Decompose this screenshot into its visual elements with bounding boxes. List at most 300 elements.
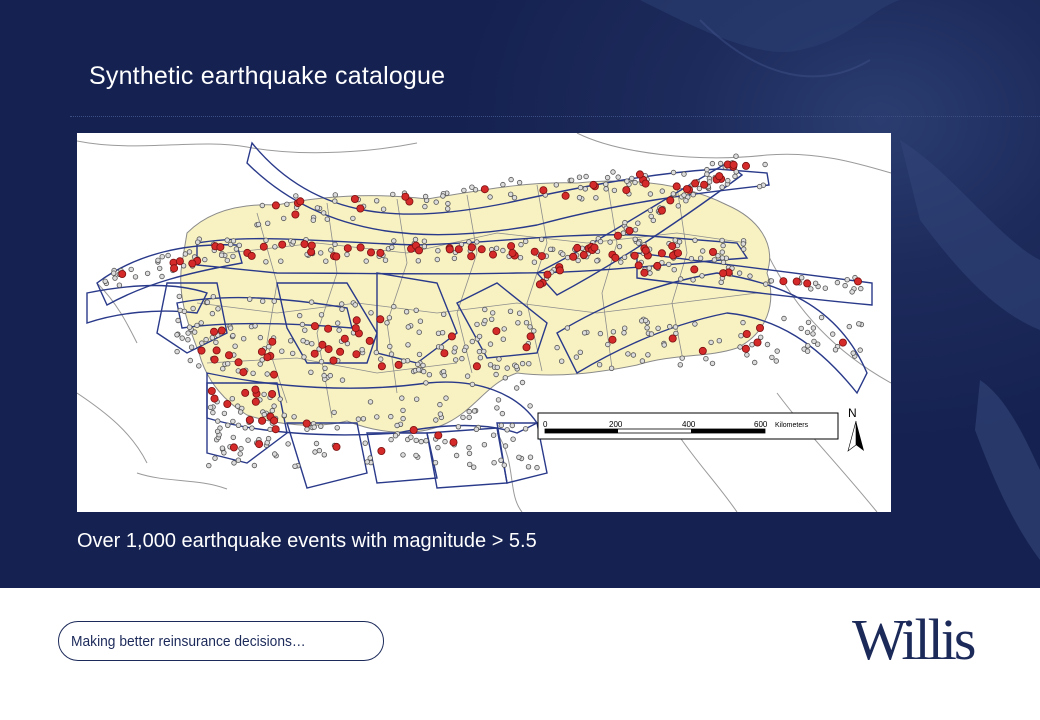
background-event-marker	[710, 161, 715, 166]
background-event-marker	[621, 231, 626, 236]
background-event-marker	[682, 172, 687, 177]
earthquake-event-marker	[478, 246, 485, 253]
background-event-marker	[383, 258, 388, 263]
background-event-marker	[208, 405, 213, 410]
background-event-marker	[210, 311, 215, 316]
background-event-marker	[516, 321, 521, 326]
background-event-marker	[256, 222, 261, 227]
earthquake-event-marker	[308, 242, 315, 249]
background-event-marker	[226, 423, 231, 428]
earthquake-event-marker	[450, 439, 457, 446]
background-event-marker	[648, 271, 653, 276]
background-event-marker	[517, 455, 522, 460]
background-event-marker	[340, 378, 345, 383]
earthquake-event-marker	[590, 181, 597, 188]
background-event-marker	[495, 406, 500, 411]
earthquake-event-marker	[623, 187, 630, 194]
background-event-marker	[646, 353, 651, 358]
background-event-marker	[636, 241, 641, 246]
background-event-marker	[234, 247, 239, 252]
background-event-marker	[693, 322, 698, 327]
earthquake-event-marker	[667, 197, 674, 204]
background-event-marker	[436, 248, 441, 253]
earthquake-event-marker	[252, 398, 259, 405]
background-event-marker	[494, 246, 499, 251]
background-event-marker	[625, 179, 630, 184]
background-event-marker	[368, 400, 373, 405]
earthquake-event-marker	[252, 386, 259, 393]
background-event-marker	[467, 445, 472, 450]
background-event-marker	[470, 185, 475, 190]
background-event-marker	[302, 355, 307, 360]
map-caption: Over 1,000 earthquake events with magnitude > 5.5	[77, 530, 537, 552]
background-event-marker	[414, 438, 419, 443]
background-event-marker	[264, 260, 269, 265]
background-event-marker	[700, 274, 705, 279]
background-event-marker	[622, 255, 627, 260]
background-event-marker	[441, 194, 446, 199]
earthquake-event-marker	[377, 249, 384, 256]
earthquake-event-marker	[269, 338, 276, 345]
background-event-marker	[561, 252, 566, 257]
earthquake-event-marker	[248, 252, 255, 259]
background-event-marker	[678, 363, 683, 368]
background-event-marker	[314, 441, 319, 446]
background-event-marker	[231, 435, 236, 440]
background-event-marker	[845, 277, 850, 282]
background-event-marker	[207, 463, 212, 468]
background-event-marker	[186, 337, 191, 342]
background-event-marker	[332, 410, 337, 415]
earthquake-event-marker	[224, 400, 231, 407]
background-event-marker	[517, 180, 522, 185]
earthquake-event-marker	[570, 253, 577, 260]
background-event-marker	[823, 286, 828, 291]
background-event-marker	[490, 311, 495, 316]
background-event-marker	[231, 239, 236, 244]
earthquake-event-marker	[176, 258, 183, 265]
background-event-marker	[417, 352, 422, 357]
background-event-marker	[539, 237, 544, 242]
background-event-marker	[192, 330, 197, 335]
background-event-marker	[180, 336, 185, 341]
earthquake-event-marker	[230, 444, 237, 451]
background-event-marker	[470, 339, 475, 344]
background-event-marker	[858, 348, 863, 353]
background-event-marker	[231, 254, 236, 259]
earthquake-event-marker	[743, 330, 750, 337]
background-event-marker	[351, 216, 356, 221]
background-event-marker	[667, 262, 672, 267]
background-event-marker	[205, 300, 210, 305]
background-event-marker	[333, 199, 338, 204]
scale-tick-400: 400	[682, 420, 696, 429]
background-event-marker	[322, 453, 327, 458]
background-event-marker	[241, 336, 246, 341]
background-event-marker	[850, 290, 855, 295]
background-event-marker	[279, 259, 284, 264]
background-event-marker	[535, 465, 540, 470]
background-event-marker	[559, 359, 564, 364]
background-event-marker	[640, 359, 645, 364]
background-event-marker	[319, 424, 324, 429]
background-event-marker	[413, 237, 418, 242]
background-event-marker	[453, 346, 458, 351]
earthquake-event-marker	[171, 265, 178, 272]
background-event-marker	[439, 345, 444, 350]
scale-unit-label: Kilometers	[775, 422, 809, 429]
earthquake-event-marker	[311, 323, 318, 330]
background-event-marker	[477, 334, 482, 339]
earthquake-event-marker	[448, 333, 455, 340]
background-event-marker	[509, 177, 514, 182]
background-event-marker	[605, 175, 610, 180]
earthquake-event-marker	[446, 246, 453, 253]
earthquake-event-marker	[654, 262, 661, 269]
background-event-marker	[643, 318, 648, 323]
background-event-marker	[633, 228, 638, 233]
earthquake-event-marker	[641, 269, 648, 276]
background-event-marker	[374, 350, 379, 355]
background-event-marker	[645, 326, 650, 331]
background-event-marker	[443, 439, 448, 444]
background-event-marker	[392, 239, 397, 244]
background-event-marker	[811, 332, 816, 337]
background-event-marker	[475, 240, 480, 245]
north-arrow	[848, 406, 864, 451]
background-event-marker	[647, 266, 652, 271]
background-event-marker	[477, 349, 482, 354]
earthquake-event-marker	[493, 328, 500, 335]
background-event-marker	[286, 442, 291, 447]
background-event-marker	[215, 429, 220, 434]
background-event-marker	[300, 322, 305, 327]
background-event-marker	[520, 380, 525, 385]
background-event-marker	[604, 187, 609, 192]
background-event-marker	[265, 372, 270, 377]
background-event-marker	[662, 343, 667, 348]
background-event-marker	[353, 303, 358, 308]
background-event-marker	[799, 326, 804, 331]
background-event-marker	[673, 238, 678, 243]
background-event-marker	[381, 207, 386, 212]
background-event-marker	[319, 313, 324, 318]
background-event-marker	[313, 450, 318, 455]
earthquake-event-marker	[468, 244, 475, 251]
background-event-marker	[369, 311, 374, 316]
background-event-marker	[215, 419, 220, 424]
background-event-marker	[427, 372, 432, 377]
background-event-marker	[565, 255, 570, 260]
background-event-marker	[225, 258, 230, 263]
background-event-marker	[748, 274, 753, 279]
background-event-marker	[510, 423, 515, 428]
background-event-marker	[577, 175, 582, 180]
tagline-text: Making better reinsurance decisions…	[71, 633, 306, 650]
background-event-marker	[734, 154, 739, 159]
background-event-marker	[769, 279, 774, 284]
background-event-marker	[472, 409, 477, 414]
background-event-marker	[492, 460, 497, 465]
background-event-marker	[733, 174, 738, 179]
background-event-marker	[414, 308, 419, 313]
background-event-marker	[499, 458, 504, 463]
earthquake-event-marker	[683, 186, 690, 193]
background-event-marker	[737, 271, 742, 276]
earthquake-event-marker	[410, 426, 417, 433]
background-event-marker	[219, 253, 224, 258]
background-event-marker	[611, 330, 616, 335]
background-event-marker	[265, 221, 270, 226]
background-event-marker	[763, 282, 768, 287]
background-event-marker	[721, 243, 726, 248]
background-event-marker	[462, 348, 467, 353]
background-event-marker	[270, 408, 275, 413]
background-event-marker	[578, 185, 583, 190]
background-event-marker	[667, 324, 672, 329]
earthquake-event-marker	[292, 211, 299, 218]
background-event-marker	[819, 315, 824, 320]
background-event-marker	[676, 204, 681, 209]
background-event-marker	[811, 326, 816, 331]
background-event-marker	[335, 426, 340, 431]
background-event-marker	[435, 257, 440, 262]
background-event-marker	[763, 162, 768, 167]
background-event-marker	[424, 438, 429, 443]
background-event-marker	[467, 415, 472, 420]
background-event-marker	[294, 194, 299, 199]
background-event-marker	[414, 397, 419, 402]
background-event-marker	[236, 423, 241, 428]
earthquake-event-marker	[352, 325, 359, 332]
background-event-marker	[160, 254, 165, 259]
background-event-marker	[288, 339, 293, 344]
background-event-marker	[720, 238, 725, 243]
background-event-marker	[503, 444, 508, 449]
background-event-marker	[462, 188, 467, 193]
earthquake-event-marker	[189, 260, 196, 267]
earthquake-event-marker	[435, 432, 442, 439]
background-event-marker	[775, 349, 780, 354]
background-event-marker	[210, 335, 215, 340]
background-event-marker	[483, 318, 488, 323]
background-event-marker	[721, 260, 726, 265]
earthquake-event-marker	[272, 426, 279, 433]
background-event-marker	[423, 204, 428, 209]
background-event-marker	[278, 397, 283, 402]
background-event-marker	[716, 254, 721, 259]
background-event-marker	[460, 356, 465, 361]
background-event-marker	[337, 328, 342, 333]
background-event-marker	[833, 348, 838, 353]
background-event-marker	[418, 319, 423, 324]
background-event-marker	[765, 342, 770, 347]
background-event-marker	[709, 340, 714, 345]
earthquake-event-marker	[642, 180, 649, 187]
background-event-marker	[671, 170, 676, 175]
background-event-marker	[339, 302, 344, 307]
background-event-marker	[501, 248, 506, 253]
background-event-marker	[389, 437, 394, 442]
background-event-marker	[502, 463, 507, 468]
background-event-marker	[678, 277, 683, 282]
background-event-marker	[421, 369, 426, 374]
background-event-marker	[532, 260, 537, 265]
background-event-marker	[318, 251, 323, 256]
background-event-marker	[626, 352, 631, 357]
background-event-marker	[700, 249, 705, 254]
background-event-marker	[704, 356, 709, 361]
background-event-marker	[113, 276, 118, 281]
background-event-marker	[364, 259, 369, 264]
background-event-marker	[488, 363, 493, 368]
background-event-marker	[111, 271, 116, 276]
earthquake-event-marker	[319, 341, 326, 348]
background-event-marker	[312, 425, 317, 430]
earthquake-event-marker	[211, 356, 218, 363]
earthquake-event-marker	[455, 246, 462, 253]
background-event-marker	[456, 425, 461, 430]
background-event-marker	[191, 306, 196, 311]
background-event-marker	[782, 316, 787, 321]
background-event-marker	[356, 417, 361, 422]
earthquake-event-marker	[344, 245, 351, 252]
background-event-marker	[813, 281, 818, 286]
background-event-marker	[211, 410, 216, 415]
background-event-marker	[390, 245, 395, 250]
background-event-marker	[461, 415, 466, 420]
background-event-marker	[805, 349, 810, 354]
background-event-marker	[188, 358, 193, 363]
background-event-marker	[577, 195, 582, 200]
earthquake-event-marker	[756, 324, 763, 331]
background-event-marker	[517, 311, 522, 316]
background-event-marker	[264, 238, 269, 243]
background-event-marker	[189, 345, 194, 350]
background-event-marker	[333, 193, 338, 198]
background-event-marker	[454, 453, 459, 458]
background-event-marker	[166, 253, 171, 258]
background-event-marker	[630, 176, 635, 181]
background-event-marker	[260, 299, 265, 304]
background-event-marker	[433, 460, 438, 465]
background-event-marker	[693, 238, 698, 243]
earthquake-event-marker	[378, 447, 385, 454]
background-event-marker	[175, 349, 180, 354]
earthquake-event-marker	[673, 183, 680, 190]
background-event-marker	[660, 189, 665, 194]
background-event-marker	[452, 256, 457, 261]
earthquake-event-marker	[536, 281, 543, 288]
background-event-marker	[253, 324, 258, 329]
background-event-marker	[726, 178, 731, 183]
earthquake-event-marker	[609, 336, 616, 343]
background-event-marker	[378, 357, 383, 362]
background-event-marker	[329, 248, 334, 253]
background-event-marker	[440, 330, 445, 335]
background-event-marker	[388, 344, 393, 349]
earthquake-event-marker	[357, 244, 364, 251]
background-event-marker	[741, 320, 746, 325]
earthquake-event-marker	[333, 253, 340, 260]
earthquake-event-marker	[330, 357, 337, 364]
background-event-marker	[177, 294, 182, 299]
background-event-marker	[518, 255, 523, 260]
background-event-marker	[467, 240, 472, 245]
background-event-marker	[598, 239, 603, 244]
background-event-marker	[251, 371, 256, 376]
earthquake-event-marker	[271, 417, 278, 424]
background-event-marker	[720, 250, 725, 255]
earthquake-event-marker	[119, 270, 126, 277]
earthquake-event-marker	[854, 278, 861, 285]
earthquake-event-marker	[311, 350, 318, 357]
scale-bar	[538, 413, 838, 439]
background-event-marker	[195, 323, 200, 328]
earthquake-event-marker	[692, 180, 699, 187]
background-event-marker	[272, 404, 277, 409]
background-event-marker	[211, 294, 216, 299]
earthquake-event-marker	[669, 335, 676, 342]
earthquake-event-marker	[208, 387, 215, 394]
background-event-marker	[252, 463, 257, 468]
scale-tick-0: 0	[543, 420, 548, 429]
earthquake-event-marker	[591, 244, 598, 251]
background-event-marker	[340, 307, 345, 312]
background-event-marker	[221, 366, 226, 371]
background-event-marker	[361, 417, 366, 422]
background-event-marker	[623, 220, 628, 225]
background-event-marker	[434, 418, 439, 423]
background-event-marker	[436, 445, 441, 450]
earthquake-event-marker	[804, 280, 811, 287]
background-event-marker	[770, 355, 775, 360]
earthquake-event-marker	[523, 344, 530, 351]
background-event-marker	[322, 373, 327, 378]
background-event-marker	[391, 192, 396, 197]
background-event-marker	[305, 427, 310, 432]
earthquake-event-marker	[301, 241, 308, 248]
background-event-marker	[595, 259, 600, 264]
background-event-marker	[488, 195, 493, 200]
background-event-marker	[222, 411, 227, 416]
earthquake-event-marker	[839, 339, 846, 346]
earthquake-event-marker	[674, 250, 681, 257]
earthquake-event-marker	[636, 171, 643, 178]
background-event-marker	[554, 183, 559, 188]
background-event-marker	[345, 252, 350, 257]
background-event-marker	[401, 408, 406, 413]
earthquake-event-marker	[235, 359, 242, 366]
background-event-marker	[387, 316, 392, 321]
background-event-marker	[712, 258, 717, 263]
earthquake-event-marker	[272, 202, 279, 209]
background-event-marker	[514, 386, 519, 391]
company-logo: Willis	[852, 607, 974, 672]
earthquake-event-marker	[793, 278, 800, 285]
background-event-marker	[851, 351, 856, 356]
background-event-marker	[565, 326, 570, 331]
background-event-marker	[145, 271, 150, 276]
earthquake-event-marker	[402, 193, 409, 200]
background-event-marker	[272, 299, 277, 304]
background-event-marker	[282, 413, 287, 418]
background-event-marker	[812, 339, 817, 344]
background-event-marker	[720, 256, 725, 261]
background-event-marker	[720, 185, 725, 190]
background-event-marker	[236, 458, 241, 463]
earthquake-event-marker	[556, 267, 563, 274]
